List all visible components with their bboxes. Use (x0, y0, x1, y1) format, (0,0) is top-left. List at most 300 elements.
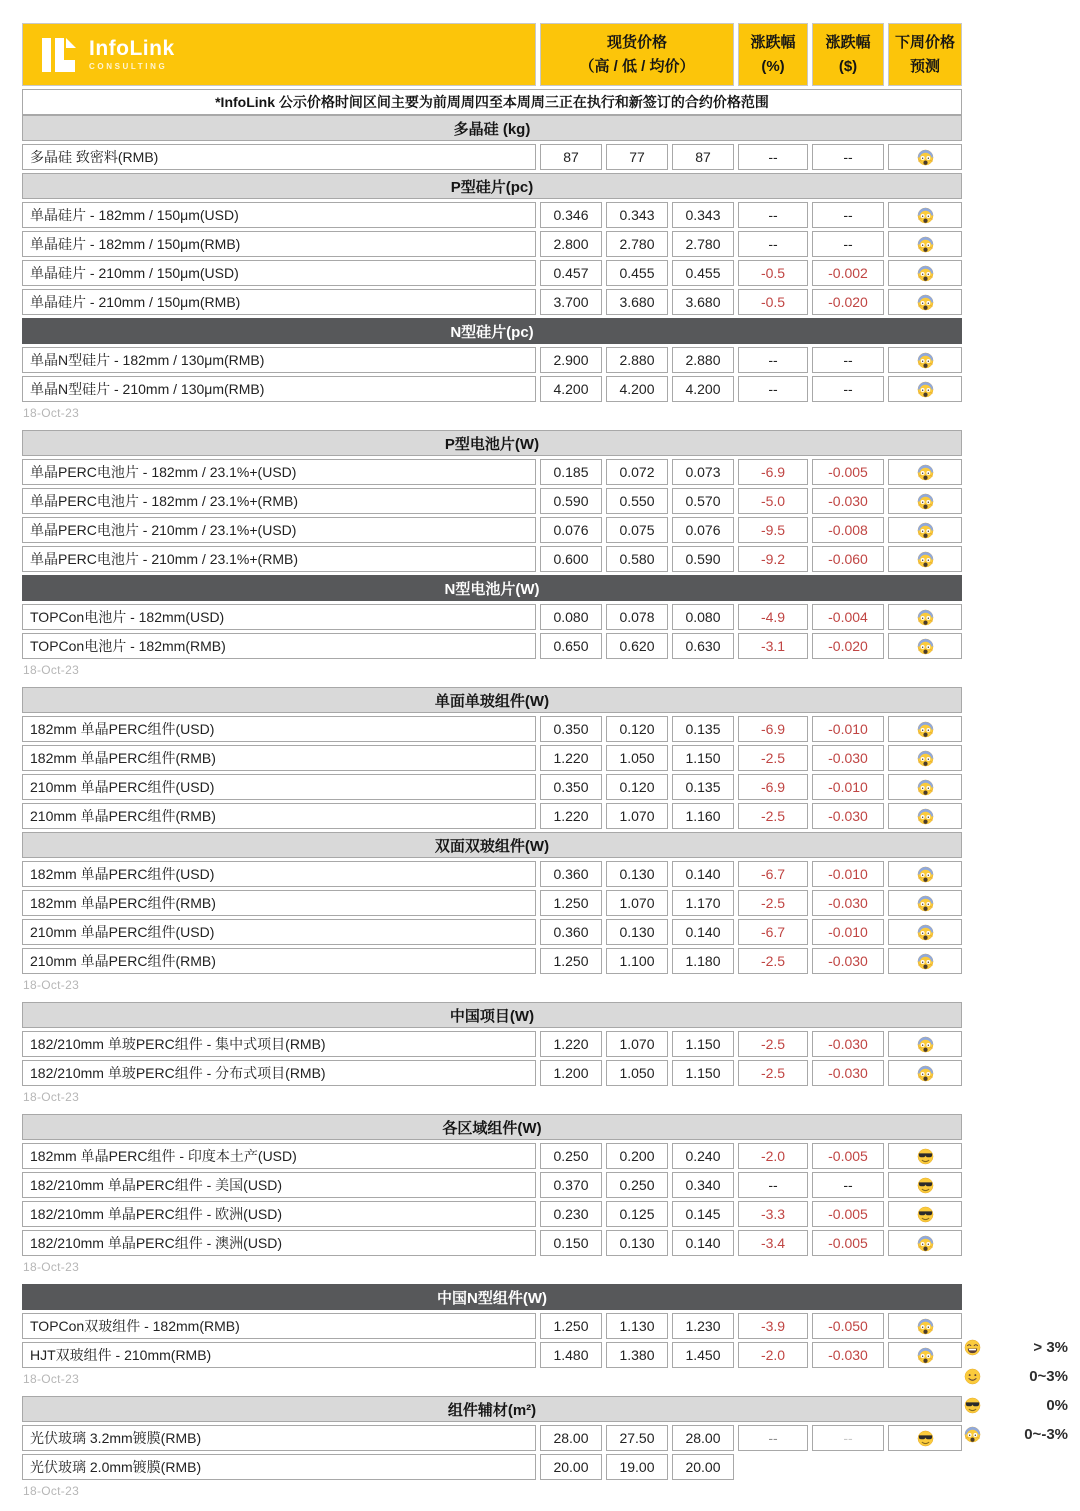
price-avg-cell: 1.230 (672, 1313, 734, 1339)
price-low-cell: 0.075 (606, 517, 668, 543)
price-avg-cell: 0.140 (672, 861, 734, 887)
block-date: 18-Oct-23 (23, 663, 80, 677)
change-usd-cell: -0.030 (812, 803, 884, 829)
product-name: 单晶PERC电池片 - 210mm / 23.1%+(USD) (22, 517, 536, 543)
change-usd-cell: -0.030 (812, 1031, 884, 1057)
scream-icon (917, 265, 934, 282)
change-usd-cell: -0.030 (812, 948, 884, 974)
change-usd-cell: -- (812, 347, 884, 373)
price-high-cell: 20.00 (540, 1454, 602, 1480)
price-avg-cell: 20.00 (672, 1454, 734, 1480)
section-header: 多晶硅 (kg) (22, 115, 962, 141)
scream-icon (917, 522, 934, 539)
cool-icon (917, 1430, 934, 1447)
price-avg-cell: 0.140 (672, 1230, 734, 1256)
price-avg-cell: 0.570 (672, 488, 734, 514)
forecast-cell (888, 347, 962, 373)
change-usd-cell: -0.030 (812, 1060, 884, 1086)
price-blocks (22, 115, 962, 1498)
forecast-cell (888, 546, 962, 572)
section-header: 单面单玻组件(W) (22, 687, 962, 713)
price-high-cell: 0.370 (540, 1172, 602, 1198)
change-pct-cell: -2.5 (738, 948, 808, 974)
cool-icon (917, 1148, 934, 1165)
product-name: 210mm 单晶PERC组件(USD) (22, 919, 536, 945)
price-high-cell: 0.346 (540, 202, 602, 228)
price-high-cell: 0.150 (540, 1230, 602, 1256)
forecast-cell (888, 1060, 962, 1086)
cool-icon (917, 1206, 934, 1223)
price-low-cell: 2.880 (606, 347, 668, 373)
change-pct-cell: -- (738, 347, 808, 373)
product-name: 182/210mm 单晶PERC组件 - 美国(USD) (22, 1172, 536, 1198)
table-header (22, 23, 962, 115)
product-name: 多晶硅 致密料(RMB) (22, 144, 536, 170)
scream-icon (917, 207, 934, 224)
price-low-cell: 1.070 (606, 803, 668, 829)
change-usd-cell: -0.004 (812, 604, 884, 630)
change-pct-cell: -- (738, 1425, 808, 1451)
scream-icon (917, 352, 934, 369)
price-avg-cell: 0.140 (672, 919, 734, 945)
change-usd-cell: -- (812, 231, 884, 257)
price-low-cell: 0.130 (606, 919, 668, 945)
change-pct-cell: -2.0 (738, 1342, 808, 1368)
price-low-cell: 0.250 (606, 1172, 668, 1198)
col-header-change-pct-line2: (%) (761, 57, 785, 75)
change-usd-cell: -0.005 (812, 1143, 884, 1169)
forecast-cell (888, 919, 962, 945)
scream-icon (917, 1235, 934, 1252)
price-avg-cell: 0.590 (672, 546, 734, 572)
product-name: TOPCon电池片 - 182mm(RMB) (22, 633, 536, 659)
change-pct-cell: -- (738, 144, 808, 170)
change-usd-cell: -- (812, 144, 884, 170)
price-low-cell: 1.130 (606, 1313, 668, 1339)
col-header-forecast-line1: 下周价格 (894, 34, 955, 52)
scream-icon (917, 638, 934, 655)
product-name: 182mm 单晶PERC组件 - 印度本土产(USD) (22, 1143, 536, 1169)
price-avg-cell: 1.180 (672, 948, 734, 974)
scream-icon (917, 149, 934, 166)
col-header-spot-price-line2: （高 / 低 / 均价） (579, 57, 695, 75)
price-high-cell: 0.360 (540, 861, 602, 887)
col-header-spot-price-line1: 现货价格 (606, 34, 667, 52)
legend-item-0 (964, 1391, 1068, 1420)
price-avg-cell: 0.073 (672, 459, 734, 485)
forecast-cell (888, 1342, 962, 1368)
price-block (22, 1396, 962, 1480)
price-low-cell: 0.130 (606, 1230, 668, 1256)
price-high-cell: 1.220 (540, 803, 602, 829)
price-block (22, 687, 962, 974)
product-name: 光伏玻璃 3.2mm镀膜(RMB) (22, 1425, 536, 1451)
price-high-cell: 0.080 (540, 604, 602, 630)
grin-icon (964, 1339, 981, 1356)
infolink-logo (22, 23, 536, 86)
scream-icon (917, 953, 934, 970)
price-high-cell: 0.076 (540, 517, 602, 543)
price-block (22, 1114, 962, 1256)
change-usd-cell: -- (812, 376, 884, 402)
change-usd-cell: -0.020 (812, 633, 884, 659)
price-low-cell: 1.050 (606, 745, 668, 771)
change-usd-cell: -0.010 (812, 774, 884, 800)
price-avg-cell: 1.150 (672, 1031, 734, 1057)
change-usd-cell: -0.002 (812, 260, 884, 286)
change-usd-cell: -0.010 (812, 861, 884, 887)
price-avg-cell: 1.170 (672, 890, 734, 916)
product-name: 210mm 单晶PERC组件(USD) (22, 774, 536, 800)
price-low-cell: 77 (606, 144, 668, 170)
forecast-cell (888, 861, 962, 887)
scream-icon (917, 1036, 934, 1053)
scream-icon (917, 381, 934, 398)
col-header-change-usd (812, 23, 884, 86)
section-header: 双面双玻组件(W) (22, 832, 962, 858)
product-name: 光伏玻璃 2.0mm镀膜(RMB) (22, 1454, 536, 1480)
product-name: HJT双玻组件 - 210mm(RMB) (22, 1342, 536, 1368)
price-low-cell: 1.050 (606, 1060, 668, 1086)
forecast-cell (888, 1201, 962, 1227)
price-avg-cell: 4.200 (672, 376, 734, 402)
change-pct-cell: -0.5 (738, 260, 808, 286)
forecast-cell (888, 488, 962, 514)
change-pct-cell: -- (738, 376, 808, 402)
change-pct-cell: -6.7 (738, 861, 808, 887)
infolink-brand (89, 38, 175, 71)
change-pct-cell: -3.1 (738, 633, 808, 659)
scream-icon (917, 1347, 934, 1364)
scream-icon (917, 551, 934, 568)
change-pct-cell: -9.2 (738, 546, 808, 572)
price-low-cell: 0.620 (606, 633, 668, 659)
price-table (22, 23, 962, 1508)
legend-label: 0% (1046, 1397, 1068, 1414)
price-high-cell: 2.900 (540, 347, 602, 373)
price-high-cell: 0.350 (540, 774, 602, 800)
price-low-cell: 3.680 (606, 289, 668, 315)
change-pct-cell: -2.5 (738, 890, 808, 916)
forecast-cell (888, 1230, 962, 1256)
smile-icon (964, 1368, 981, 1385)
forecast-cell (888, 1425, 962, 1451)
scream-icon (917, 493, 934, 510)
col-header-change-usd-line2: ($) (838, 57, 858, 75)
scream-icon (917, 294, 934, 311)
price-low-cell: 0.550 (606, 488, 668, 514)
product-name: TOPCon双玻组件 - 182mm(RMB) (22, 1313, 536, 1339)
legend-label: 0~-3% (1024, 1426, 1068, 1443)
col-header-change-pct (738, 23, 808, 86)
price-avg-cell: 0.080 (672, 604, 734, 630)
price-low-cell: 4.200 (606, 376, 668, 402)
price-high-cell: 1.220 (540, 1031, 602, 1057)
forecast-cell (888, 1143, 962, 1169)
price-block (22, 1002, 962, 1086)
change-pct-cell: -2.5 (738, 803, 808, 829)
product-name: TOPCon电池片 - 182mm(USD) (22, 604, 536, 630)
price-low-cell: 0.120 (606, 716, 668, 742)
cool-icon (917, 1177, 934, 1194)
change-usd-cell: -0.008 (812, 517, 884, 543)
price-avg-cell: 3.680 (672, 289, 734, 315)
change-pct-cell: -6.9 (738, 459, 808, 485)
product-name: 单晶PERC电池片 - 182mm / 23.1%+(USD) (22, 459, 536, 485)
brand-name: InfoLink (89, 37, 175, 60)
price-avg-cell: 2.880 (672, 347, 734, 373)
price-low-cell: 0.580 (606, 546, 668, 572)
price-avg-cell: 0.076 (672, 517, 734, 543)
scream-icon (917, 236, 934, 253)
change-pct-cell: -3.4 (738, 1230, 808, 1256)
scream-icon (917, 464, 934, 481)
price-high-cell: 0.230 (540, 1201, 602, 1227)
scream-icon (917, 924, 934, 941)
product-name: 单晶硅片 - 182mm / 150μm(USD) (22, 202, 536, 228)
change-pct-cell: -6.7 (738, 919, 808, 945)
section-header: N型电池片(W) (22, 575, 962, 601)
change-usd-cell (812, 1454, 884, 1480)
product-name: 182/210mm 单玻PERC组件 - 分布式项目(RMB) (22, 1060, 536, 1086)
product-name: 单晶N型硅片 - 182mm / 130μm(RMB) (22, 347, 536, 373)
price-low-cell: 27.50 (606, 1425, 668, 1451)
block-date: 18-Oct-23 (23, 406, 80, 420)
change-usd-cell: -0.030 (812, 488, 884, 514)
scream-icon (917, 895, 934, 912)
forecast-cell (888, 803, 962, 829)
price-avg-cell: 0.630 (672, 633, 734, 659)
product-name: 单晶PERC电池片 - 210mm / 23.1%+(RMB) (22, 546, 536, 572)
section-header: 组件辅材(m²) (22, 1396, 962, 1422)
block-date: 18-Oct-23 (23, 978, 80, 992)
forecast-cell (888, 459, 962, 485)
price-low-cell: 19.00 (606, 1454, 668, 1480)
change-usd-cell: -0.010 (812, 919, 884, 945)
change-pct-cell: -5.0 (738, 488, 808, 514)
change-usd-cell: -- (812, 1425, 884, 1451)
price-avg-cell: 1.160 (672, 803, 734, 829)
price-high-cell: 0.650 (540, 633, 602, 659)
price-avg-cell: 28.00 (672, 1425, 734, 1451)
price-high-cell: 87 (540, 144, 602, 170)
price-high-cell: 1.250 (540, 1313, 602, 1339)
product-name: 182mm 单晶PERC组件(USD) (22, 861, 536, 887)
change-usd-cell: -0.050 (812, 1313, 884, 1339)
price-avg-cell: 1.150 (672, 745, 734, 771)
section-header: P型硅片(pc) (22, 173, 962, 199)
price-low-cell: 1.100 (606, 948, 668, 974)
change-usd-cell: -0.005 (812, 459, 884, 485)
price-high-cell: 3.700 (540, 289, 602, 315)
price-avg-cell: 0.135 (672, 716, 734, 742)
price-high-cell: 28.00 (540, 1425, 602, 1451)
product-name: 210mm 单晶PERC组件(RMB) (22, 803, 536, 829)
price-low-cell: 0.455 (606, 260, 668, 286)
price-high-cell: 0.457 (540, 260, 602, 286)
change-usd-cell: -- (812, 1172, 884, 1198)
forecast-cell (888, 376, 962, 402)
change-pct-cell: -- (738, 1172, 808, 1198)
block-date: 18-Oct-23 (23, 1484, 80, 1498)
section-header: N型硅片(pc) (22, 318, 962, 344)
price-high-cell: 0.250 (540, 1143, 602, 1169)
section-header: P型电池片(W) (22, 430, 962, 456)
scream-icon (964, 1426, 981, 1443)
legend-item-0-3 (964, 1362, 1068, 1391)
col-header-forecast-line2: 预测 (909, 57, 940, 75)
product-name: 单晶N型硅片 - 210mm / 130μm(RMB) (22, 376, 536, 402)
forecast-cell (888, 716, 962, 742)
section-header: 中国项目(W) (22, 1002, 962, 1028)
infolink-logo-icon (39, 35, 79, 75)
forecast-cell (888, 231, 962, 257)
forecast-cell (888, 289, 962, 315)
legend-item-0-neg3 (964, 1420, 1068, 1449)
forecast-cell (888, 144, 962, 170)
price-low-cell: 1.380 (606, 1342, 668, 1368)
price-avg-cell: 1.450 (672, 1342, 734, 1368)
price-low-cell: 0.200 (606, 1143, 668, 1169)
price-high-cell: 1.200 (540, 1060, 602, 1086)
change-usd-cell: -0.005 (812, 1201, 884, 1227)
legend-label: > 3% (1033, 1339, 1068, 1356)
change-pct-cell: -- (738, 202, 808, 228)
forecast-cell (888, 890, 962, 916)
forecast-cell (888, 774, 962, 800)
change-pct-cell: -2.5 (738, 1060, 808, 1086)
change-usd-cell: -0.010 (812, 716, 884, 742)
price-high-cell: 1.480 (540, 1342, 602, 1368)
change-pct-cell: -0.5 (738, 289, 808, 315)
price-block (22, 115, 962, 402)
section-header: 各区域组件(W) (22, 1114, 962, 1140)
price-low-cell: 0.078 (606, 604, 668, 630)
price-high-cell: 0.350 (540, 716, 602, 742)
price-high-cell: 1.250 (540, 890, 602, 916)
change-pct-cell: -3.3 (738, 1201, 808, 1227)
scream-icon (917, 866, 934, 883)
block-date: 18-Oct-23 (23, 1090, 80, 1104)
forecast-cell (888, 604, 962, 630)
forecast-cell (888, 633, 962, 659)
legend-label: 0~3% (1029, 1368, 1068, 1385)
change-usd-cell: -0.030 (812, 745, 884, 771)
forecast-cell (888, 1031, 962, 1057)
block-date: 18-Oct-23 (23, 1372, 80, 1386)
product-name: 210mm 单晶PERC组件(RMB) (22, 948, 536, 974)
product-name: 182/210mm 单玻PERC组件 - 集中式项目(RMB) (22, 1031, 536, 1057)
change-usd-cell: -0.005 (812, 1230, 884, 1256)
price-avg-cell: 0.455 (672, 260, 734, 286)
product-name: 单晶硅片 - 210mm / 150μm(USD) (22, 260, 536, 286)
change-pct-cell: -9.5 (738, 517, 808, 543)
brand-subtitle: CONSULTING (89, 62, 168, 71)
col-header-change-pct-line1: 涨跌幅 (750, 34, 796, 52)
col-header-change-usd-line1: 涨跌幅 (825, 34, 871, 52)
price-high-cell: 0.360 (540, 919, 602, 945)
forecast-cell (888, 1454, 962, 1480)
price-period-note: *InfoLink 公示价格时间区间主要为前周周四至本周周三正在执行和新签订的合约价格范围 (22, 89, 962, 115)
forecast-cell (888, 1172, 962, 1198)
change-usd-cell: -0.030 (812, 890, 884, 916)
product-name: 单晶硅片 - 182mm / 150μm(RMB) (22, 231, 536, 257)
price-high-cell: 4.200 (540, 376, 602, 402)
price-high-cell: 1.250 (540, 948, 602, 974)
price-low-cell: 0.125 (606, 1201, 668, 1227)
product-name: 182mm 单晶PERC组件(RMB) (22, 890, 536, 916)
price-avg-cell: 0.240 (672, 1143, 734, 1169)
price-avg-cell: 0.135 (672, 774, 734, 800)
price-avg-cell: 87 (672, 144, 734, 170)
forecast-cell (888, 1313, 962, 1339)
price-high-cell: 0.590 (540, 488, 602, 514)
scream-icon (917, 779, 934, 796)
price-avg-cell: 0.145 (672, 1201, 734, 1227)
price-low-cell: 0.120 (606, 774, 668, 800)
col-header-spot-price (540, 23, 734, 86)
change-usd-cell: -0.020 (812, 289, 884, 315)
price-high-cell: 1.220 (540, 745, 602, 771)
product-name: 182/210mm 单晶PERC组件 - 澳洲(USD) (22, 1230, 536, 1256)
block-date: 18-Oct-23 (23, 1260, 80, 1274)
price-low-cell: 0.072 (606, 459, 668, 485)
forecast-cell (888, 202, 962, 228)
change-pct-cell: -- (738, 231, 808, 257)
price-high-cell: 0.185 (540, 459, 602, 485)
price-low-cell: 0.130 (606, 861, 668, 887)
product-name: 单晶硅片 - 210mm / 150μm(RMB) (22, 289, 536, 315)
section-header: 中国N型组件(W) (22, 1284, 962, 1310)
price-low-cell: 1.070 (606, 890, 668, 916)
change-pct-cell: -6.9 (738, 774, 808, 800)
change-pct-cell (738, 1454, 808, 1480)
price-high-cell: 0.600 (540, 546, 602, 572)
price-avg-cell: 1.150 (672, 1060, 734, 1086)
price-avg-cell: 2.780 (672, 231, 734, 257)
forecast-cell (888, 517, 962, 543)
scream-icon (917, 1318, 934, 1335)
scream-icon (917, 808, 934, 825)
change-pct-cell: -2.5 (738, 745, 808, 771)
change-pct-cell: -6.9 (738, 716, 808, 742)
scream-icon (917, 1065, 934, 1082)
scream-icon (917, 609, 934, 626)
change-pct-cell: -2.0 (738, 1143, 808, 1169)
product-name: 182mm 单晶PERC组件(USD) (22, 716, 536, 742)
cool-icon (964, 1397, 981, 1414)
forecast-cell (888, 260, 962, 286)
col-header-forecast (888, 23, 962, 86)
change-usd-cell: -0.060 (812, 546, 884, 572)
price-low-cell: 0.343 (606, 202, 668, 228)
legend-item-gt3 (964, 1333, 1068, 1362)
forecast-cell (888, 745, 962, 771)
change-usd-cell: -- (812, 202, 884, 228)
change-pct-cell: -2.5 (738, 1031, 808, 1057)
product-name: 182mm 单晶PERC组件(RMB) (22, 745, 536, 771)
product-name: 182/210mm 单晶PERC组件 - 欧洲(USD) (22, 1201, 536, 1227)
change-pct-cell: -3.9 (738, 1313, 808, 1339)
change-usd-cell: -0.030 (812, 1342, 884, 1368)
price-low-cell: 1.070 (606, 1031, 668, 1057)
scream-icon (917, 721, 934, 738)
price-high-cell: 2.800 (540, 231, 602, 257)
price-block (22, 430, 962, 659)
change-pct-cell: -4.9 (738, 604, 808, 630)
scream-icon (917, 750, 934, 767)
price-avg-cell: 0.343 (672, 202, 734, 228)
